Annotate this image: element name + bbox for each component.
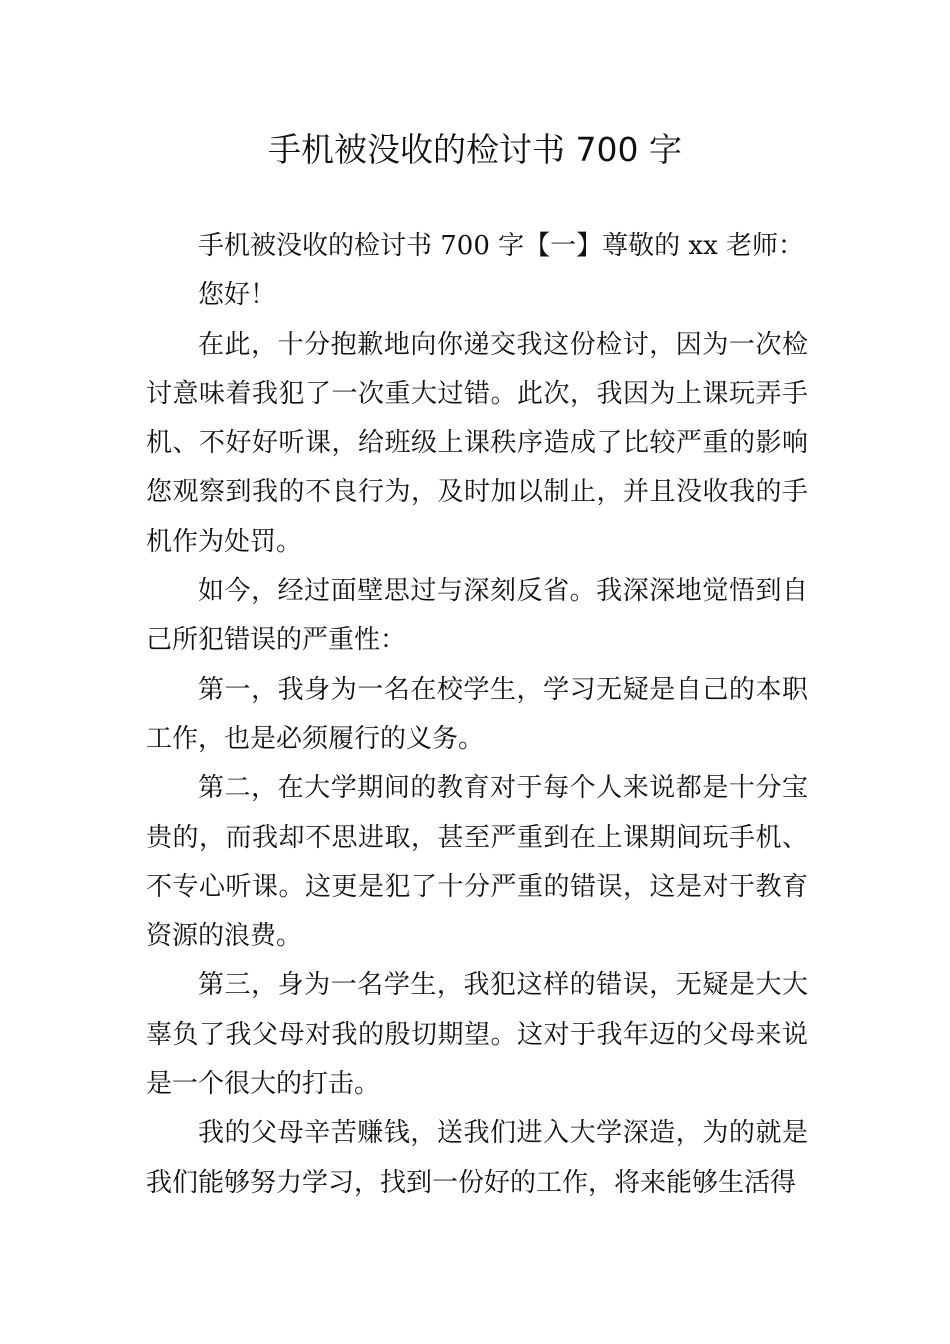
document-body <box>146 222 808 1208</box>
paragraph-heading-salutation: 手机被没收的检讨书 700 字【一】尊敬的 xx 老师： <box>198 231 805 261</box>
paragraph: 第三，身为一名学生，我犯这样的错误，无疑是大大辜负了我父母对我的殷切期望。这对于我年迈的父母来说是一个很大的打击。 <box>146 970 808 1100</box>
paragraph: 在此，十分抱歉地向你递交我这份检讨，因为一次检讨意味着我犯了一次重大过错。此次，我因为上课玩弄手机、不好好听课，给班级上课秩序造成了比较严重的影响您观察到我的不良行为，及时加以制止，并且没收我的手机作为处罚。 <box>146 329 808 557</box>
paragraph: 如今，经过面壁思过与深刻反省。我深深地觉悟到自己所犯错误的严重性： <box>146 576 808 656</box>
paragraph: 第一，我身为一名在校学生，学习无疑是自己的本职工作，也是必须履行的义务。 <box>146 674 808 754</box>
document-title: 手机被没收的检讨书 700 字 <box>268 130 682 169</box>
paragraph-greeting: 您好！ <box>198 280 277 311</box>
paragraph: 我的父母辛苦赚钱，送我们进入大学深造，为的就是我们能够努力学习，找到一份好的工作，将来能够生活得 <box>146 1118 808 1198</box>
paragraph: 第二，在大学期间的教育对于每个人来说都是十分宝贵的，而我却不思进取，甚至严重到在上课期间玩手机、不专心听课。这更是犯了十分严重的错误，这是对于教育资源的浪费。 <box>146 773 808 952</box>
